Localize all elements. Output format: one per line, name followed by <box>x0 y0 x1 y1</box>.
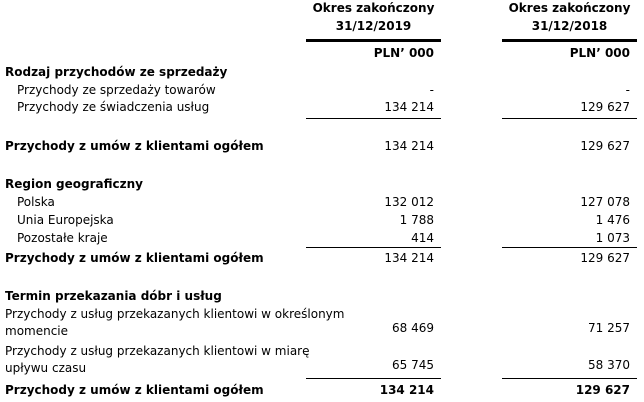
subtotal-rule-2018 <box>502 247 637 248</box>
header-rule-2019 <box>306 39 441 42</box>
row-value-2019: 132 012 <box>384 195 434 209</box>
total-label: Przychody z umów z klientami ogółem <box>5 139 264 153</box>
unit-2018: PLN’ 000 <box>569 46 630 60</box>
row-label: Przychody ze sprzedaży towarów <box>17 83 216 97</box>
unit-2019: PLN’ 000 <box>373 46 434 60</box>
subtotal-rule-2019 <box>306 247 441 248</box>
total-value-2019: 134 214 <box>379 383 434 397</box>
col-2018-header-date: 31/12/2018 <box>531 19 608 33</box>
section-title-transfer-timing: Termin przekazania dóbr i usług <box>5 289 222 303</box>
col-2019-header-line1: Okres zakończony <box>312 1 435 15</box>
total-value-2018: 129 627 <box>575 383 630 397</box>
total-value-2019: 134 214 <box>384 251 434 265</box>
subtotal-rule-2019 <box>306 378 441 379</box>
row-label: Przychody ze świadczenia usług <box>17 100 210 114</box>
subtotal-rule-2018 <box>502 378 637 379</box>
row-label: Pozostałe kraje <box>17 231 108 245</box>
row-value-2019: 134 214 <box>384 100 434 114</box>
total-label: Przychody z umów z klientami ogółem <box>5 383 264 397</box>
row-value-2018: 127 078 <box>580 195 630 209</box>
total-label: Przychody z umów z klientami ogółem <box>5 251 264 265</box>
row-value-2018: 58 370 <box>588 358 630 372</box>
row-value-2019: 68 469 <box>392 321 434 335</box>
section-title-revenue-type: Rodzaj przychodów ze sprzedaży <box>5 65 228 79</box>
row-value-2019: - <box>429 83 434 97</box>
row-label: Unia Europejska <box>17 213 114 227</box>
row-label: Przychody z usług przekazanych klientowi w określonym <box>5 307 345 321</box>
row-value-2018: 1 476 <box>595 213 630 227</box>
total-value-2018: 129 627 <box>580 251 630 265</box>
row-value-2018: 1 073 <box>595 231 630 245</box>
section-title-region: Region geograficzny <box>5 177 143 191</box>
row-label: Polska <box>17 195 55 209</box>
col-2019-header-date: 31/12/2019 <box>335 19 412 33</box>
row-value-2019: 65 745 <box>392 358 434 372</box>
row-value-2019: 414 <box>411 231 434 245</box>
col-2018-header-line1: Okres zakończony <box>508 1 631 15</box>
subtotal-rule-2019 <box>306 118 441 119</box>
row-value-2018: - <box>625 83 630 97</box>
subtotal-rule-2018 <box>502 118 637 119</box>
row-value-2018: 71 257 <box>588 321 630 335</box>
total-value-2019: 134 214 <box>384 139 434 153</box>
header-rule-2018 <box>502 39 637 42</box>
row-label-cont: momencie <box>5 324 69 338</box>
row-label-cont: upływu czasu <box>5 361 87 375</box>
row-label: Przychody z usług przekazanych klientowi w miarę <box>5 344 310 358</box>
row-value-2018: 129 627 <box>580 100 630 114</box>
row-value-2019: 1 788 <box>399 213 434 227</box>
total-value-2018: 129 627 <box>580 139 630 153</box>
